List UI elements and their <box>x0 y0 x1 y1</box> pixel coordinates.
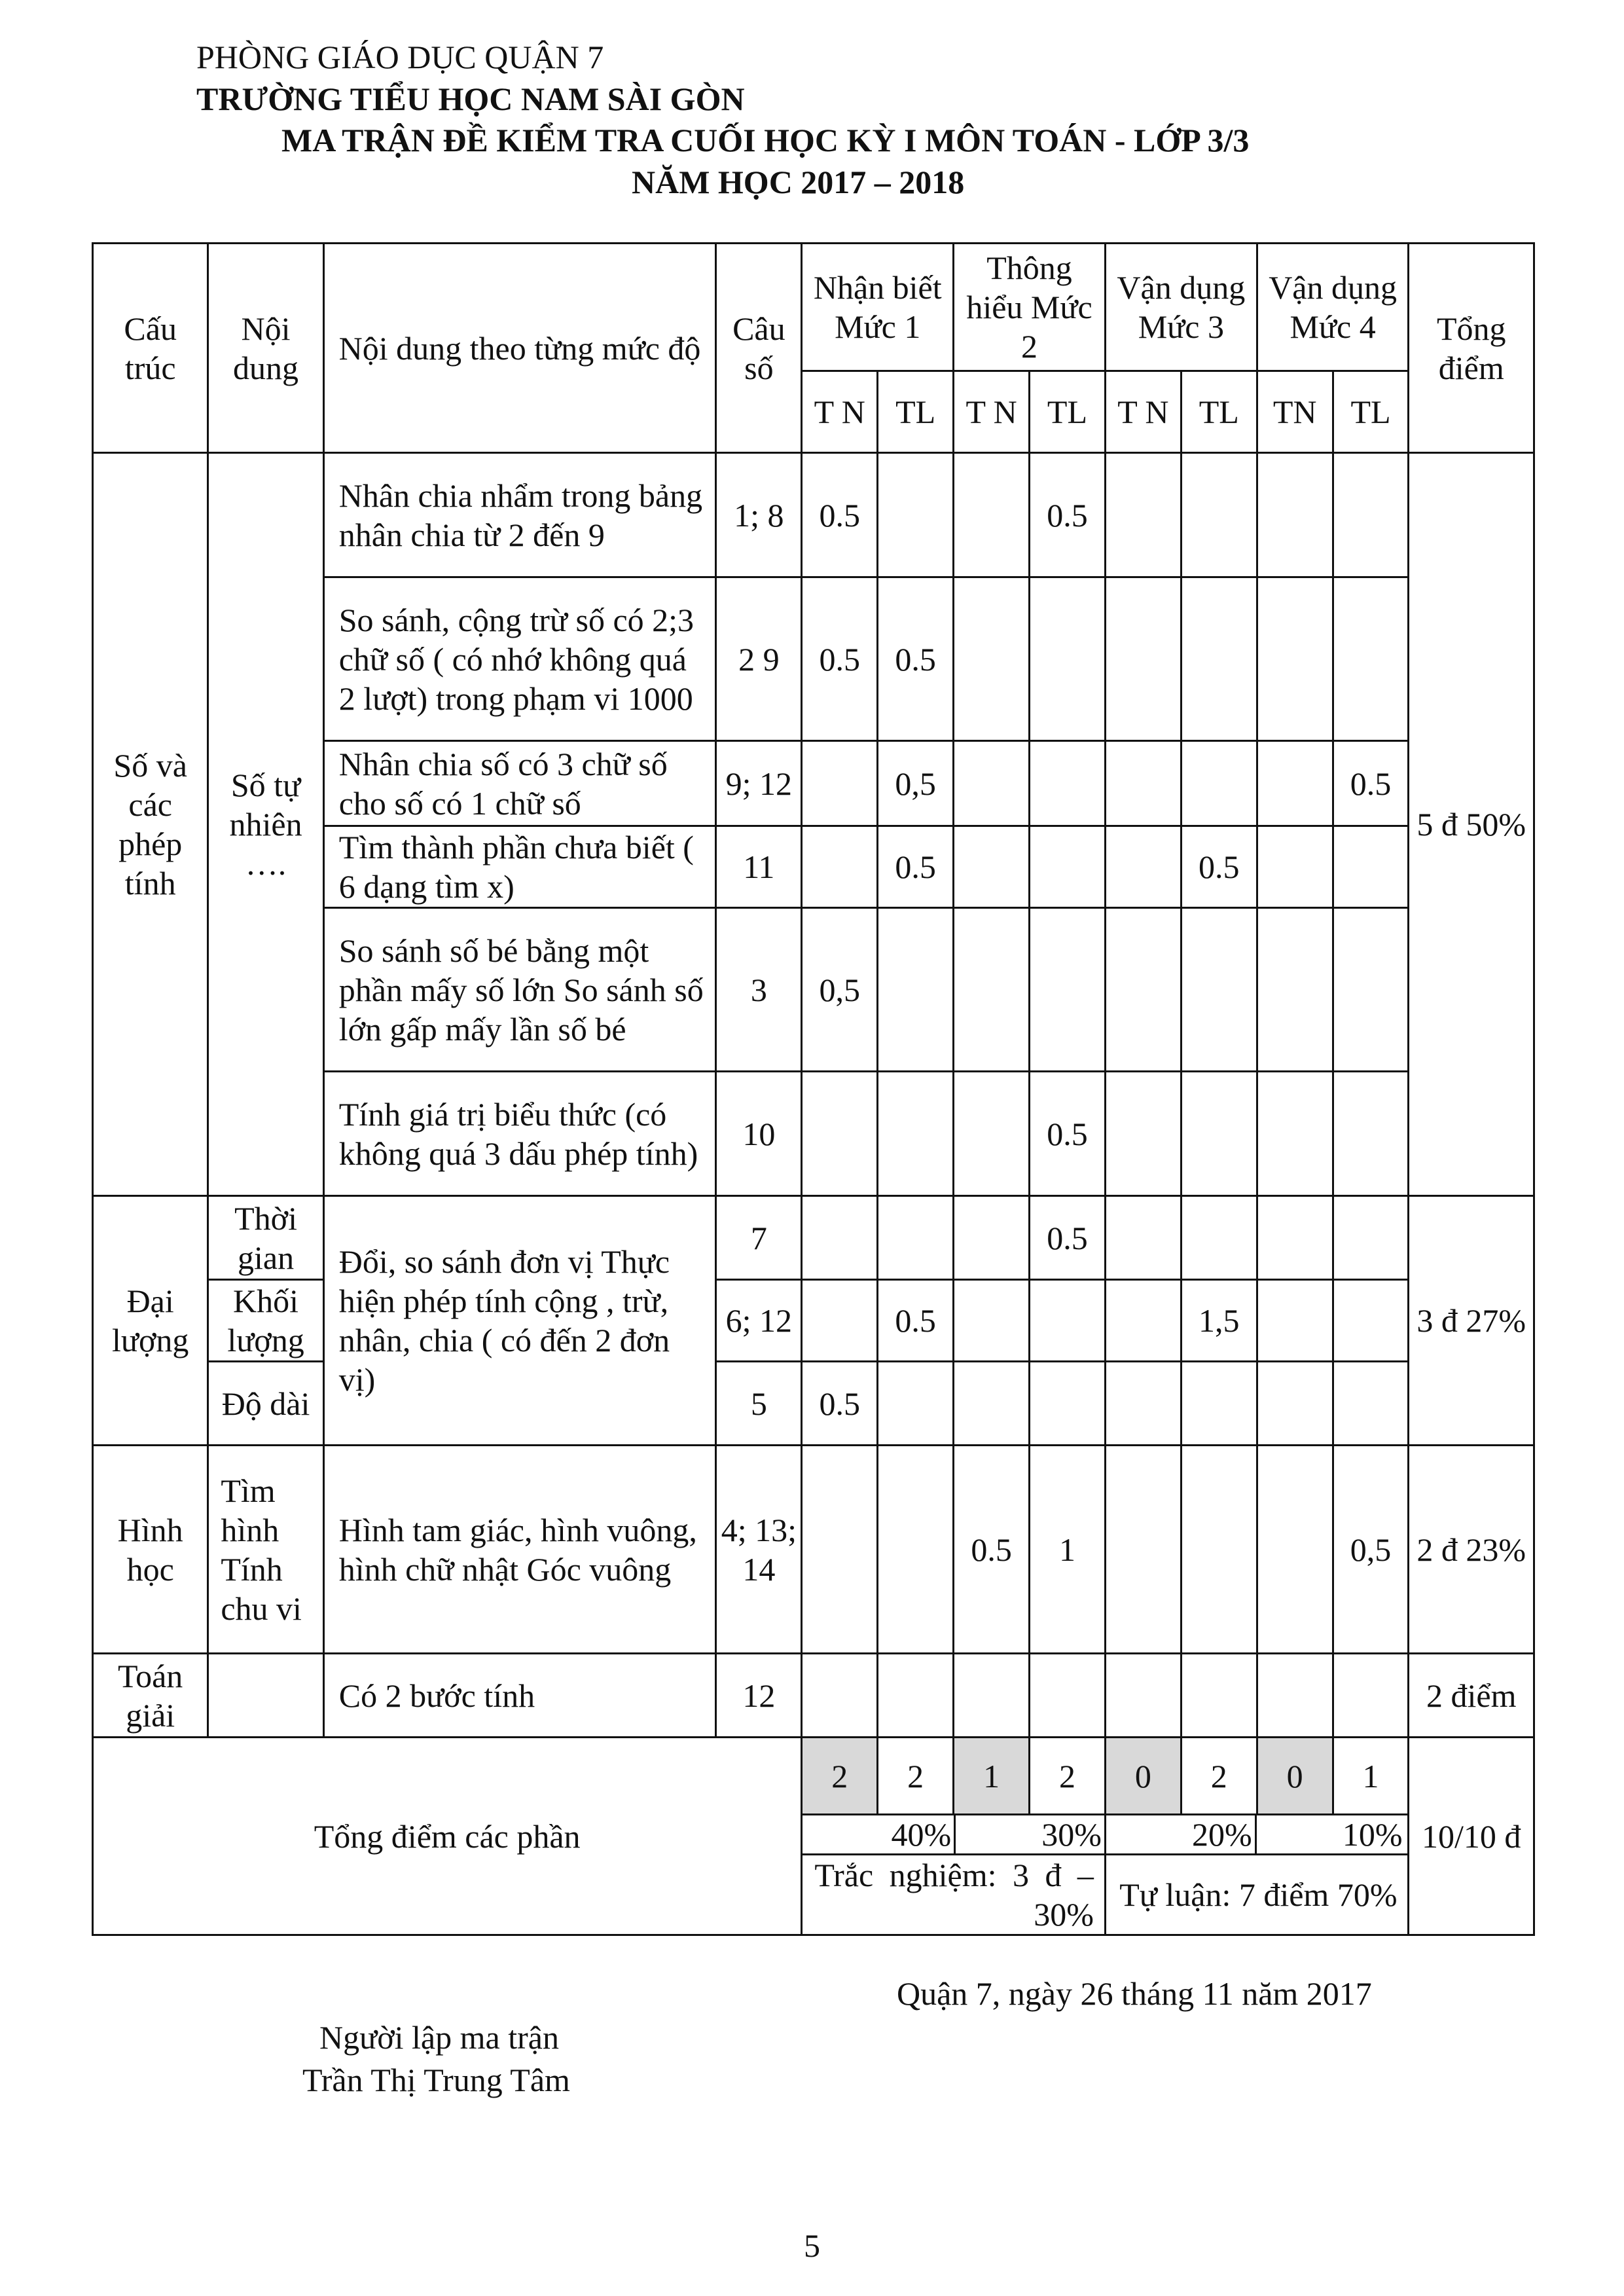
content-cell: Độ dài <box>208 1362 323 1446</box>
score-cell: 0.5 <box>878 1280 954 1362</box>
score-cell <box>1257 741 1333 826</box>
score-cell <box>1181 577 1257 741</box>
question-number: 11 <box>716 826 802 908</box>
content-description: So sánh, cộng trừ số có 2;3 chữ số ( có nhớ không quá 2 lượt) trong phạm vi 1000 <box>323 577 716 741</box>
grand-total: 10/10 đ <box>1409 1738 1534 1935</box>
header-level-3: Vận dụng Mức 3 <box>1105 244 1257 371</box>
header-tl: TL <box>1181 371 1257 453</box>
score-cell: 0.5 <box>878 826 954 908</box>
document-title: MA TRẬN ĐỀ KIỂM TRA CUỐI HỌC KỲ I MÔN TOÁN - LỚP 3/3 <box>281 122 1250 158</box>
score-cell <box>1257 1446 1333 1654</box>
summary-percent: 10% <box>1342 1816 1403 1853</box>
score-cell <box>954 1280 1030 1362</box>
question-number: 5 <box>716 1362 802 1446</box>
score-cell <box>1030 1280 1106 1362</box>
score-cell <box>1030 908 1106 1072</box>
score-cell <box>1181 1654 1257 1738</box>
score-cell: 0.5 <box>1333 741 1409 826</box>
summary-label: Tổng điểm các phần <box>93 1738 802 1935</box>
score-cell <box>954 826 1030 908</box>
maker-title: Người lập ma trận <box>319 2019 559 2056</box>
score-cell: 0.5 <box>954 1446 1030 1654</box>
school-year: NĂM HỌC 2017 – 2018 <box>632 164 965 200</box>
score-cell <box>1257 1196 1333 1280</box>
score-cell: 0.5 <box>1030 453 1106 577</box>
summary-count: 2 <box>1181 1738 1257 1815</box>
score-cell <box>1105 1362 1181 1446</box>
score-cell <box>954 741 1030 826</box>
score-cell <box>1257 826 1333 908</box>
summary-count: 0 <box>1257 1738 1333 1815</box>
department-name: PHÒNG GIÁO DỤC QUẬN 7 <box>196 39 604 75</box>
content-cell <box>208 1654 323 1738</box>
score-cell <box>1333 1362 1409 1446</box>
summary-percent: 20% <box>1192 1816 1252 1853</box>
score-cell <box>1333 577 1409 741</box>
score-cell <box>954 453 1030 577</box>
content-description: So sánh số bé bằng một phần mấy số lớn So sánh số lớn gấp mấy lần số bé <box>323 908 716 1072</box>
content-description: Hình tam giác, hình vuông, hình chữ nhật Góc vuông <box>323 1446 716 1654</box>
score-cell <box>1333 1654 1409 1738</box>
place-date: Quận 7, ngày 26 tháng 11 năm 2017 <box>897 1975 1372 2012</box>
header-tl: TL <box>1030 371 1106 453</box>
summary-count: 1 <box>1333 1738 1409 1815</box>
score-cell: 0.5 <box>802 1362 878 1446</box>
score-cell <box>1181 1446 1257 1654</box>
section-total: 3 đ 27% <box>1409 1196 1534 1446</box>
score-cell <box>802 1196 878 1280</box>
score-cell <box>1333 826 1409 908</box>
score-cell: 0,5 <box>802 908 878 1072</box>
score-cell <box>1105 1072 1181 1196</box>
content-description: Tính giá trị biểu thức (có không quá 3 dấu phép tính) <box>323 1072 716 1196</box>
question-number: 3 <box>716 908 802 1072</box>
score-cell <box>878 908 954 1072</box>
score-cell <box>1030 1362 1106 1446</box>
score-cell <box>878 1654 954 1738</box>
structure-cell: Hình học <box>93 1446 208 1654</box>
score-cell <box>1333 1072 1409 1196</box>
structure-cell: Số và các phép tính <box>93 453 208 1196</box>
score-cell <box>802 1446 878 1654</box>
score-cell <box>1030 741 1106 826</box>
score-cell <box>802 1280 878 1362</box>
score-cell <box>1181 1362 1257 1446</box>
score-cell <box>954 1072 1030 1196</box>
score-cell <box>878 1446 954 1654</box>
header-tl: TL <box>1333 371 1409 453</box>
maker-name: Trần Thị Trung Tâm <box>302 2062 570 2098</box>
score-cell: 1,5 <box>1181 1280 1257 1362</box>
structure-cell: Đại lượng <box>93 1196 208 1446</box>
header-total: Tổng điểm <box>1409 244 1534 453</box>
score-cell <box>954 1362 1030 1446</box>
score-cell: 0.5 <box>802 577 878 741</box>
score-cell <box>1333 908 1409 1072</box>
multiple-choice-summary: Trắc nghiệm: 3 đ – 30% <box>802 1855 1106 1935</box>
score-cell <box>1257 1072 1333 1196</box>
score-cell <box>1105 1654 1181 1738</box>
score-cell <box>1030 577 1106 741</box>
score-cell <box>1181 453 1257 577</box>
score-cell <box>1030 826 1106 908</box>
score-cell <box>878 453 954 577</box>
summary-percent-row <box>802 1815 1409 1855</box>
score-cell <box>1333 1280 1409 1362</box>
content-cell: Thời gian <box>208 1196 323 1280</box>
header-level-4: Vận dụng Mức 4 <box>1257 244 1409 371</box>
score-cell <box>954 1196 1030 1280</box>
score-cell <box>1257 577 1333 741</box>
summary-percent: 40% <box>891 1816 952 1853</box>
score-cell: 0.5 <box>802 453 878 577</box>
header-structure: Cấu trúc <box>93 244 208 453</box>
score-cell <box>1333 453 1409 577</box>
score-cell: 0.5 <box>1030 1196 1106 1280</box>
question-number: 2 9 <box>716 577 802 741</box>
score-cell <box>1030 1654 1106 1738</box>
summary-count: 1 <box>954 1738 1030 1815</box>
summary-percent: 30% <box>1041 1816 1102 1853</box>
header-content-by-level: Nội dung theo từng mức độ <box>323 244 716 453</box>
score-cell <box>1181 1072 1257 1196</box>
header-level-1: Nhận biết Mức 1 <box>802 244 954 371</box>
header-content: Nội dung <box>208 244 323 453</box>
score-cell <box>1105 1280 1181 1362</box>
header-tn: T N <box>954 371 1030 453</box>
score-cell <box>954 908 1030 1072</box>
score-cell <box>1105 741 1181 826</box>
score-cell <box>1105 1446 1181 1654</box>
score-cell <box>1181 741 1257 826</box>
score-cell: 0.5 <box>1030 1072 1106 1196</box>
score-cell: 0,5 <box>1333 1446 1409 1654</box>
header-tl: TL <box>878 371 954 453</box>
content-cell: Số tự nhiên …. <box>208 453 323 1196</box>
header-question-number: Câu số <box>716 244 802 453</box>
content-description: Nhân chia số có 3 chữ số cho số có 1 chữ số <box>323 741 716 826</box>
score-cell <box>1257 453 1333 577</box>
section-total: 2 điểm <box>1409 1654 1534 1738</box>
score-cell <box>878 1196 954 1280</box>
content-description: Có 2 bước tính <box>323 1654 716 1738</box>
section-total: 2 đ 23% <box>1409 1446 1534 1654</box>
score-cell <box>1105 908 1181 1072</box>
score-cell <box>1105 1196 1181 1280</box>
page-number: 5 <box>804 2227 820 2264</box>
score-cell: 0.5 <box>1181 826 1257 908</box>
score-cell <box>954 577 1030 741</box>
question-number: 1; 8 <box>716 453 802 577</box>
content-description: Nhân chia nhẩm trong bảng nhân chia từ 2 đến 9 <box>323 453 716 577</box>
score-cell <box>1181 1196 1257 1280</box>
question-number: 12 <box>716 1654 802 1738</box>
score-cell <box>1333 1196 1409 1280</box>
structure-cell: Toán giải <box>93 1654 208 1738</box>
header-tn: T N <box>802 371 878 453</box>
content-cell: Khối lượng <box>208 1280 323 1362</box>
score-cell <box>1105 577 1181 741</box>
score-cell <box>878 1072 954 1196</box>
question-number: 6; 12 <box>716 1280 802 1362</box>
question-number: 10 <box>716 1072 802 1196</box>
score-cell <box>1181 908 1257 1072</box>
section-total: 5 đ 50% <box>1409 453 1534 1196</box>
content-description: Tìm thành phần chưa biết ( 6 dạng tìm x) <box>323 826 716 908</box>
score-cell <box>1105 453 1181 577</box>
score-cell <box>802 1072 878 1196</box>
score-cell: 0,5 <box>878 741 954 826</box>
score-cell <box>802 1654 878 1738</box>
header-tn: T N <box>1105 371 1181 453</box>
score-cell <box>802 826 878 908</box>
question-number: 7 <box>716 1196 802 1280</box>
question-number: 9; 12 <box>716 741 802 826</box>
summary-count: 0 <box>1105 1738 1181 1815</box>
exam-matrix-table <box>92 242 1535 1936</box>
score-cell: 1 <box>1030 1446 1106 1654</box>
essay-summary: Tự luận: 7 điểm 70% <box>1105 1855 1409 1935</box>
score-cell <box>1257 1654 1333 1738</box>
score-cell <box>1257 908 1333 1072</box>
content-description: Đổi, so sánh đơn vị Thực hiện phép tính cộng , trừ, nhân, chia ( có đến 2 đơn vị) <box>323 1196 716 1446</box>
score-cell <box>878 1362 954 1446</box>
summary-count: 2 <box>802 1738 878 1815</box>
score-cell <box>1105 826 1181 908</box>
summary-count: 2 <box>1030 1738 1106 1815</box>
score-cell: 0.5 <box>878 577 954 741</box>
header-level-2: Thông hiểu Mức 2 <box>954 244 1106 371</box>
score-cell <box>1257 1362 1333 1446</box>
summary-count: 2 <box>878 1738 954 1815</box>
score-cell <box>1257 1280 1333 1362</box>
question-number: 4; 13; 14 <box>716 1446 802 1654</box>
score-cell <box>954 1654 1030 1738</box>
school-name: TRƯỜNG TIỂU HỌC NAM SÀI GÒN <box>196 81 745 117</box>
content-cell: Tìm hình Tính chu vi <box>208 1446 323 1654</box>
score-cell <box>802 741 878 826</box>
header-tn: TN <box>1257 371 1333 453</box>
